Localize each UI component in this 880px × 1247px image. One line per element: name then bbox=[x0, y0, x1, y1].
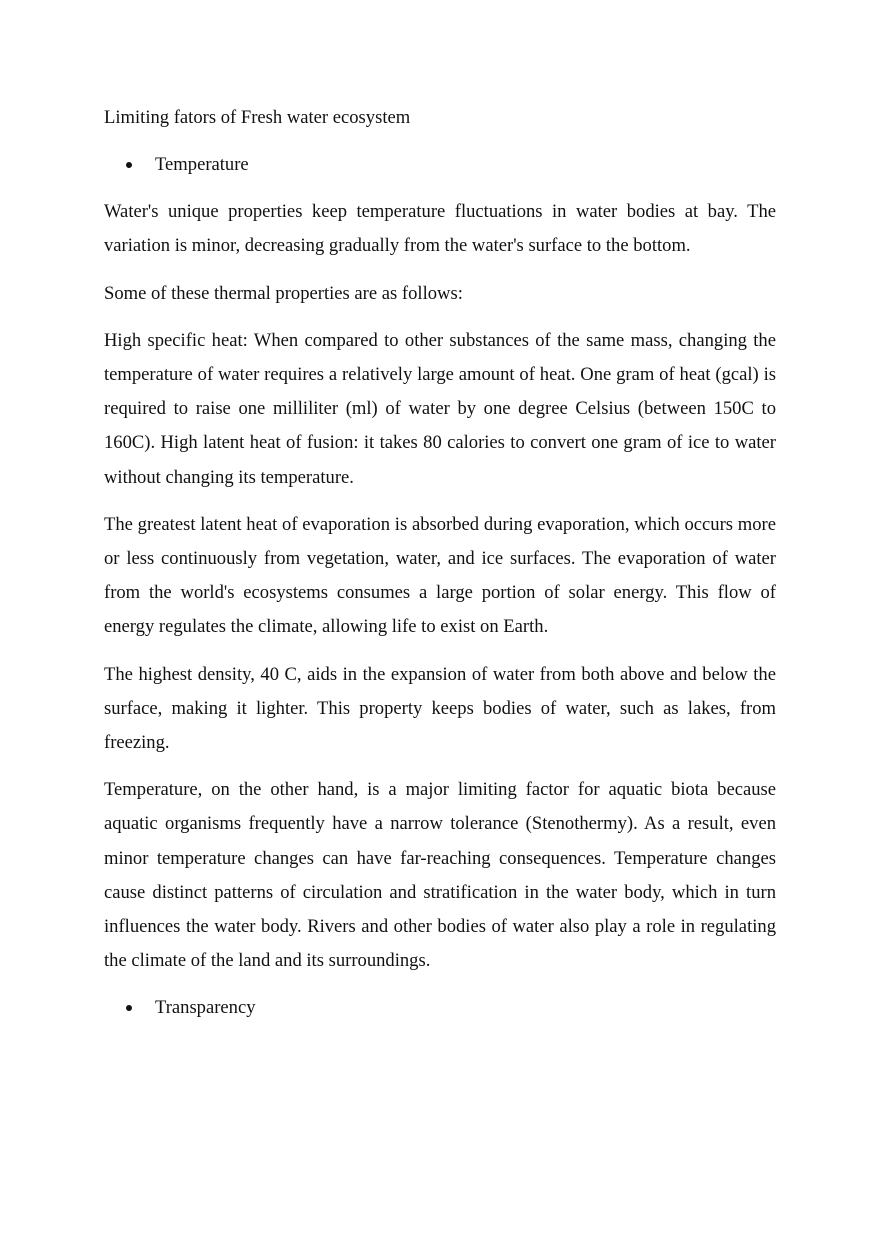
document-page bbox=[104, 101, 776, 1038]
paragraph: The highest density, 40 C, aids in the expansion of water from both above and below the surface, making it lighter. This property keeps bodies of water, such as lakes, from freezing. bbox=[104, 663, 776, 754]
paragraph: High specific heat: When compared to other substances of the same mass, changing the temperature of water requires a relatively large amount of heat. One gram of heat (gcal) is required to raise one milliliter (ml) of water by one degree Celsius (between 150C to 160C). High latent heat of fusion: it takes 80 calories to convert one gram of ice to water without changing its temperature. bbox=[104, 329, 776, 488]
bullet-icon bbox=[126, 1005, 132, 1011]
paragraph: The greatest latent heat of evaporation is absorbed during evaporation, which occurs more or less continuously from vegetation, water, and ice surfaces. The evaporation of water from the world's ecosystems consumes a large portion of solar energy. This flow of energy regulates the climate, allowing life to exist on Earth. bbox=[104, 513, 776, 638]
bullet-label: Transparency bbox=[155, 997, 256, 1019]
bullet-icon bbox=[126, 162, 132, 168]
paragraph: Temperature, on the other hand, is a major limiting factor for aquatic biota because aquatic organisms frequently have a narrow tolerance (Stenothermy). As a result, even minor temperature changes can have far-reaching consequences. Temperature changes cause distinct patterns of circulation and stratification in the water body, which in turn influences the water body. Rivers and other bodies of water also play a role in regulating the climate of the land and its surroundings. bbox=[104, 779, 776, 972]
bullet-label: Temperature bbox=[155, 154, 249, 176]
document-title: Limiting fators of Fresh water ecosystem bbox=[104, 107, 411, 128]
paragraph: Some of these thermal properties are as follows: bbox=[104, 282, 463, 304]
bullet-item-temperature bbox=[104, 148, 776, 182]
paragraph: Water's unique properties keep temperature fluctuations in water bodies at bay. The variation is minor, decreasing gradually from the water's surface to the bottom. bbox=[104, 201, 776, 257]
bullet-item-transparency bbox=[104, 991, 776, 1025]
